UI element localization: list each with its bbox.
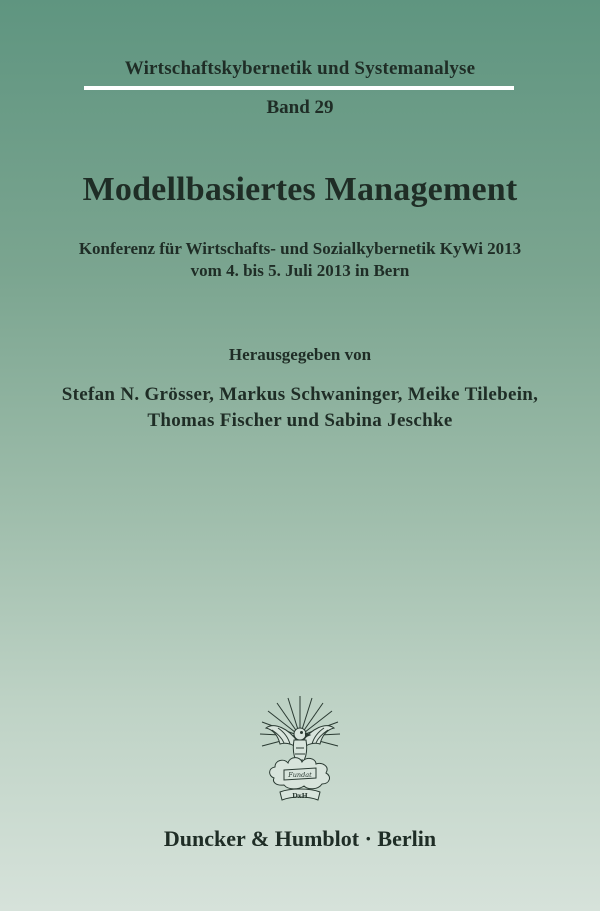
- editors-line-2: Thomas Fischer und Sabina Jeschke: [147, 410, 453, 431]
- book-title: Modellbasiertes Management: [82, 171, 518, 208]
- subtitle-line-2: vom 4. bis 5. Juli 2013 in Bern: [190, 261, 410, 280]
- emblem-banner-text: Fundat: [288, 771, 312, 779]
- publisher-imprint: Duncker & Humblot · Berlin: [163, 826, 437, 851]
- emblem-ribbon-text: DxH: [292, 792, 308, 800]
- eagle-emblem-icon: [258, 692, 342, 804]
- edited-by-label: Herausgegeben von: [228, 345, 372, 364]
- subtitle-line-1: Konferenz für Wirtschafts- und Sozialkybernetik KyWi 2013: [78, 239, 522, 258]
- series-divider: [84, 86, 514, 90]
- editors-line-1: Stefan N. Grösser, Markus Schwaninger, Meike Tilebein,: [61, 384, 539, 405]
- series-title: Wirtschaftskybernetik und Systemanalyse: [124, 58, 476, 79]
- volume-number: Band 29: [266, 97, 334, 118]
